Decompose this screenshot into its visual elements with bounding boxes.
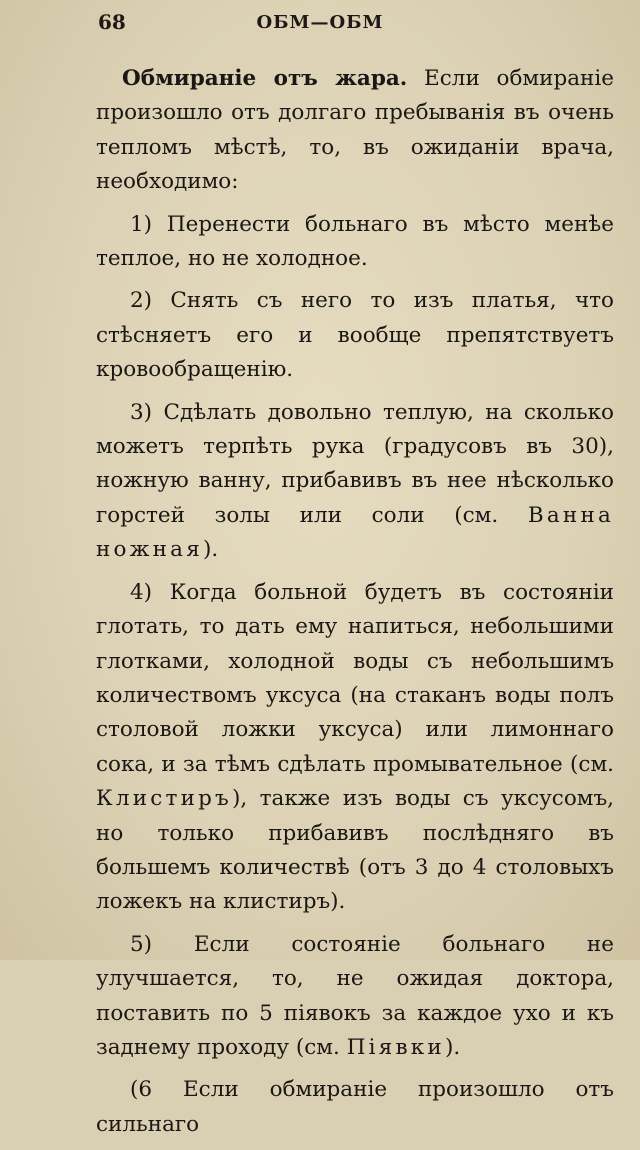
page-number: 68 [98, 10, 126, 34]
paragraph-text: ), также изъ воды съ уксусомъ, но только прибавивъ послѣдняго въ большемъ количествѣ (отъ 3 до 4 столовыхъ ложекъ на клистиръ). [96, 786, 614, 915]
paragraph-item-3 [96, 396, 614, 568]
paragraph-text: 1) Перенести больнаго въ мѣсто менѣе теплое, но не холодное. [96, 211, 614, 272]
paragraph-text: 5) Если состоянiе больнаго не улучшается, то, не ожидая доктора, поставить по 5 пiявокъ за каждое ухо и къ заднему проходу (см. [96, 931, 614, 1060]
paragraph-item-2 [96, 284, 614, 387]
paragraph-text: 2) Снять съ него то изъ платья, что стѣсняетъ его и вообще препятствуетъ кровообращенiю. [96, 288, 614, 383]
running-head: ОБМ—ОБМ [256, 12, 384, 33]
section-heading: Обмиранiе отъ жара. [122, 66, 408, 91]
paragraph-text: 3) Сдѣлать довольно теплую, на сколько можетъ терпѣть рука (градусовъ въ 30), ножную ванну, прибавивъ въ нее нѣсколько горстей золы или соли (см. [96, 399, 614, 528]
paragraph-item-6 [96, 1073, 614, 1142]
paragraph-item-4 [96, 576, 614, 920]
paragraph-text: (6 Если обмиранiе произошло отъ сильнаго [96, 1077, 614, 1137]
paragraph-intro [96, 62, 614, 200]
paragraph-text: Если обмиранiе произошло отъ долгаго пребыванiя въ очень тепломъ мѣстѣ, то, въ ожиданiи врача, необходимо: [96, 66, 614, 195]
paragraph-text: ). [202, 537, 219, 563]
cross-reference: Ванна ножная [96, 502, 614, 563]
cross-reference: Пiявки [346, 1034, 445, 1060]
body-text [96, 62, 614, 1150]
paragraph-item-1 [96, 208, 614, 277]
paragraph-text: 4) Когда больной будетъ въ состоянiи глотать, то дать ему напиться, небольшими глотками, холодной воды съ небольшимъ количествомъ уксуса (на стаканъ воды полъ столовой ложки уксуса) или лимоннаго сока, и за тѣмъ сдѣлать промывательное (см. [96, 579, 614, 777]
paragraph-item-5 [96, 928, 614, 1066]
paragraph-text: ). [444, 1034, 461, 1060]
cross-reference: Клистиръ [96, 786, 232, 812]
